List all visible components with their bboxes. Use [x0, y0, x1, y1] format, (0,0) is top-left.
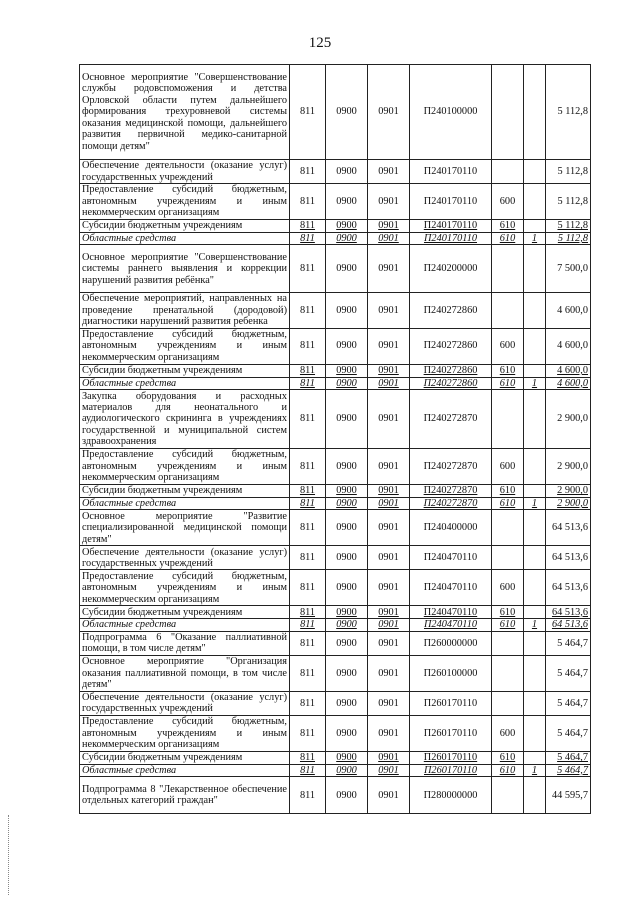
row-name: Обеспечение деятельности (оказание услуг) государственных учреждений — [80, 691, 290, 715]
target-article-code: П240400000 — [410, 510, 492, 546]
subsection-code: 0901 — [368, 245, 410, 293]
subsection-code: 0901 — [368, 751, 410, 764]
table-row — [80, 606, 591, 619]
table-row — [80, 510, 591, 546]
table-row — [80, 655, 591, 691]
funding-source-code — [524, 570, 546, 606]
row-name: Предоставление субсидий бюджетным, автономным учреждениям и иным некоммерческим организациям — [80, 184, 290, 220]
subsection-code: 0901 — [368, 390, 410, 449]
expense-type-code — [492, 160, 524, 184]
funding-source-code — [524, 220, 546, 233]
funding-source-code: 1 — [524, 764, 546, 776]
table-row — [80, 390, 591, 449]
amount: 5 112,8 — [546, 233, 591, 245]
amount: 7 500,0 — [546, 245, 591, 293]
section-code: 0900 — [326, 510, 368, 546]
subsection-code: 0901 — [368, 65, 410, 160]
table-row — [80, 377, 591, 389]
section-code: 0900 — [326, 160, 368, 184]
target-article-code: П260170110 — [410, 764, 492, 776]
table-row — [80, 160, 591, 184]
target-article-code: П240272860 — [410, 377, 492, 389]
table-row — [80, 751, 591, 764]
table-row — [80, 328, 591, 364]
amount: 64 513,6 — [546, 570, 591, 606]
funding-source-code — [524, 485, 546, 498]
ministry-code: 811 — [290, 245, 326, 293]
amount: 4 600,0 — [546, 328, 591, 364]
ministry-code: 811 — [290, 751, 326, 764]
subsection-code: 0901 — [368, 233, 410, 245]
funding-source-code — [524, 184, 546, 220]
table-row — [80, 619, 591, 631]
expense-type-code — [492, 631, 524, 655]
expense-type-code — [492, 293, 524, 328]
target-article-code: П240470110 — [410, 570, 492, 606]
table-row — [80, 233, 591, 245]
expense-type-code — [492, 546, 524, 570]
target-article-code: П240200000 — [410, 245, 492, 293]
row-name: Субсидии бюджетным учреждениям — [80, 606, 290, 619]
subsection-code: 0901 — [368, 220, 410, 233]
row-name: Обеспечение мероприятий, направленных на проведение пренатальной (дородовой) диагностики нарушений развития ребенка — [80, 293, 290, 328]
table-row — [80, 65, 591, 160]
subsection-code: 0901 — [368, 655, 410, 691]
target-article-code: П240272860 — [410, 364, 492, 377]
funding-source-code — [524, 777, 546, 814]
funding-source-code — [524, 606, 546, 619]
row-name: Субсидии бюджетным учреждениям — [80, 220, 290, 233]
table-row — [80, 364, 591, 377]
budget-table — [79, 64, 591, 814]
subsection-code: 0901 — [368, 449, 410, 485]
section-code: 0900 — [326, 546, 368, 570]
row-name: Субсидии бюджетным учреждениям — [80, 485, 290, 498]
ministry-code: 811 — [290, 715, 326, 751]
table-row — [80, 546, 591, 570]
funding-source-code — [524, 390, 546, 449]
table-row — [80, 715, 591, 751]
target-article-code: П260170110 — [410, 715, 492, 751]
expense-type-code: 610 — [492, 764, 524, 776]
target-article-code: П240170110 — [410, 233, 492, 245]
amount: 64 513,6 — [546, 606, 591, 619]
expense-type-code — [492, 510, 524, 546]
section-code: 0900 — [326, 245, 368, 293]
row-name: Предоставление субсидий бюджетным, автономным учреждениям и иным некоммерческим организациям — [80, 328, 290, 364]
ministry-code: 811 — [290, 691, 326, 715]
funding-source-code — [524, 510, 546, 546]
table-row — [80, 184, 591, 220]
funding-source-code — [524, 160, 546, 184]
table-row — [80, 570, 591, 606]
expense-type-code — [492, 691, 524, 715]
expense-type-code — [492, 245, 524, 293]
ministry-code: 811 — [290, 570, 326, 606]
expense-type-code: 610 — [492, 619, 524, 631]
ministry-code: 811 — [290, 65, 326, 160]
section-code: 0900 — [326, 220, 368, 233]
amount: 44 595,7 — [546, 777, 591, 814]
row-name: Предоставление субсидий бюджетным, автономным учреждениям и иным некоммерческим организациям — [80, 570, 290, 606]
target-article-code: П240272870 — [410, 485, 492, 498]
subsection-code: 0901 — [368, 328, 410, 364]
section-code: 0900 — [326, 233, 368, 245]
funding-source-code — [524, 751, 546, 764]
row-name: Подпрограмма 6 "Оказание паллиативной помощи, в том числе детям" — [80, 631, 290, 655]
ministry-code: 811 — [290, 655, 326, 691]
row-name: Закупка оборудования и расходных материалов для неонатального и аудиологического скрининга в учреждениях государственной и муниципальной систем здравоохранения — [80, 390, 290, 449]
subsection-code: 0901 — [368, 546, 410, 570]
ministry-code: 811 — [290, 160, 326, 184]
target-article-code: П240272870 — [410, 390, 492, 449]
row-name: Областные средства — [80, 498, 290, 510]
row-name: Подпрограмма 8 "Лекарственное обеспечение отдельных категорий граждан" — [80, 777, 290, 814]
ministry-code: 811 — [290, 485, 326, 498]
funding-source-code — [524, 631, 546, 655]
row-name: Областные средства — [80, 764, 290, 776]
ministry-code: 811 — [290, 631, 326, 655]
amount: 5 464,7 — [546, 655, 591, 691]
subsection-code: 0901 — [368, 606, 410, 619]
funding-source-code — [524, 715, 546, 751]
target-article-code: П260000000 — [410, 631, 492, 655]
target-article-code: П240272870 — [410, 449, 492, 485]
section-code: 0900 — [326, 498, 368, 510]
subsection-code: 0901 — [368, 631, 410, 655]
expense-type-code: 600 — [492, 328, 524, 364]
expense-type-code: 610 — [492, 233, 524, 245]
expense-type-code: 610 — [492, 498, 524, 510]
table-row — [80, 449, 591, 485]
section-code: 0900 — [326, 328, 368, 364]
target-article-code: П240470110 — [410, 606, 492, 619]
ministry-code: 811 — [290, 764, 326, 776]
expense-type-code — [492, 390, 524, 449]
section-code: 0900 — [326, 606, 368, 619]
amount: 5 464,7 — [546, 715, 591, 751]
table-row — [80, 764, 591, 776]
section-code: 0900 — [326, 619, 368, 631]
section-code: 0900 — [326, 764, 368, 776]
amount: 64 513,6 — [546, 510, 591, 546]
section-code: 0900 — [326, 184, 368, 220]
expense-type-code: 610 — [492, 606, 524, 619]
ministry-code: 811 — [290, 364, 326, 377]
subsection-code: 0901 — [368, 619, 410, 631]
amount: 5 112,8 — [546, 220, 591, 233]
row-name: Субсидии бюджетным учреждениям — [80, 364, 290, 377]
funding-source-code — [524, 546, 546, 570]
table-row — [80, 220, 591, 233]
row-name: Основное мероприятие "Совершенствование системы раннего выявления и коррекции нарушений развития ребёнка" — [80, 245, 290, 293]
funding-source-code: 1 — [524, 233, 546, 245]
amount: 4 600,0 — [546, 293, 591, 328]
expense-type-code — [492, 65, 524, 160]
ministry-code: 811 — [290, 233, 326, 245]
section-code: 0900 — [326, 364, 368, 377]
target-article-code: П240272860 — [410, 293, 492, 328]
page-number: 125 — [308, 35, 332, 51]
target-article-code: П240470110 — [410, 546, 492, 570]
amount: 2 900,0 — [546, 485, 591, 498]
row-name: Областные средства — [80, 619, 290, 631]
amount: 2 900,0 — [546, 449, 591, 485]
ministry-code: 811 — [290, 777, 326, 814]
funding-source-code — [524, 449, 546, 485]
funding-source-code — [524, 655, 546, 691]
funding-source-code: 1 — [524, 619, 546, 631]
subsection-code: 0901 — [368, 510, 410, 546]
expense-type-code: 600 — [492, 570, 524, 606]
row-name: Основное мероприятие "Совершенствование службы родовспоможения и детства Орловской области путем дальнейшего формирования трехуровневой системы оказания медицинской помощи, дальнейшего развития первичной медико-санитарной помощи детям" — [80, 65, 290, 160]
section-code: 0900 — [326, 631, 368, 655]
target-article-code: П240272870 — [410, 498, 492, 510]
amount: 5 112,8 — [546, 184, 591, 220]
expense-type-code: 610 — [492, 751, 524, 764]
expense-type-code: 600 — [492, 184, 524, 220]
subsection-code: 0901 — [368, 570, 410, 606]
target-article-code: П260170110 — [410, 691, 492, 715]
row-name: Обеспечение деятельности (оказание услуг) государственных учреждений — [80, 546, 290, 570]
amount: 2 900,0 — [546, 390, 591, 449]
ministry-code: 811 — [290, 220, 326, 233]
amount: 5 464,7 — [546, 751, 591, 764]
subsection-code: 0901 — [368, 764, 410, 776]
table-row — [80, 498, 591, 510]
target-article-code: П240170110 — [410, 160, 492, 184]
subsection-code: 0901 — [368, 691, 410, 715]
ministry-code: 811 — [290, 184, 326, 220]
funding-source-code — [524, 364, 546, 377]
amount: 5 464,7 — [546, 631, 591, 655]
row-name: Предоставление субсидий бюджетным, автономным учреждениям и иным некоммерческим организациям — [80, 449, 290, 485]
funding-source-code: 1 — [524, 377, 546, 389]
amount: 5 112,8 — [546, 65, 591, 160]
subsection-code: 0901 — [368, 715, 410, 751]
row-name: Областные средства — [80, 377, 290, 389]
subsection-code: 0901 — [368, 498, 410, 510]
target-article-code: П240170110 — [410, 220, 492, 233]
section-code: 0900 — [326, 715, 368, 751]
subsection-code: 0901 — [368, 184, 410, 220]
section-code: 0900 — [326, 570, 368, 606]
ministry-code: 811 — [290, 390, 326, 449]
ministry-code: 811 — [290, 546, 326, 570]
ministry-code: 811 — [290, 377, 326, 389]
expense-type-code — [492, 777, 524, 814]
funding-source-code — [524, 328, 546, 364]
expense-type-code: 610 — [492, 364, 524, 377]
expense-type-code: 610 — [492, 220, 524, 233]
scan-margin-mark — [8, 815, 10, 895]
section-code: 0900 — [326, 65, 368, 160]
target-article-code: П240470110 — [410, 619, 492, 631]
target-article-code: П260100000 — [410, 655, 492, 691]
section-code: 0900 — [326, 485, 368, 498]
table-row — [80, 691, 591, 715]
target-article-code: П260170110 — [410, 751, 492, 764]
target-article-code: П280000000 — [410, 777, 492, 814]
amount: 64 513,6 — [546, 546, 591, 570]
ministry-code: 811 — [290, 606, 326, 619]
funding-source-code — [524, 691, 546, 715]
section-code: 0900 — [326, 691, 368, 715]
table-row — [80, 631, 591, 655]
ministry-code: 811 — [290, 498, 326, 510]
subsection-code: 0901 — [368, 364, 410, 377]
row-name: Основное мероприятие "Организация оказания паллиативной помощи, в том числе детям" — [80, 655, 290, 691]
section-code: 0900 — [326, 777, 368, 814]
amount: 5 112,8 — [546, 160, 591, 184]
ministry-code: 811 — [290, 449, 326, 485]
funding-source-code: 1 — [524, 498, 546, 510]
funding-source-code — [524, 293, 546, 328]
subsection-code: 0901 — [368, 160, 410, 184]
ministry-code: 811 — [290, 510, 326, 546]
table-row — [80, 777, 591, 814]
amount: 64 513,6 — [546, 619, 591, 631]
section-code: 0900 — [326, 293, 368, 328]
subsection-code: 0901 — [368, 377, 410, 389]
funding-source-code — [524, 65, 546, 160]
row-name: Субсидии бюджетным учреждениям — [80, 751, 290, 764]
amount: 5 464,7 — [546, 691, 591, 715]
section-code: 0900 — [326, 655, 368, 691]
target-article-code: П240272860 — [410, 328, 492, 364]
section-code: 0900 — [326, 377, 368, 389]
amount: 4 600,0 — [546, 364, 591, 377]
amount: 5 464,7 — [546, 764, 591, 776]
amount: 2 900,0 — [546, 498, 591, 510]
section-code: 0900 — [326, 449, 368, 485]
row-name: Основное мероприятие "Развитие специализированной медицинской помощи детям" — [80, 510, 290, 546]
row-name: Областные средства — [80, 233, 290, 245]
table-row — [80, 245, 591, 293]
expense-type-code: 610 — [492, 377, 524, 389]
funding-source-code — [524, 245, 546, 293]
expense-type-code: 600 — [492, 449, 524, 485]
section-code: 0900 — [326, 751, 368, 764]
table-row — [80, 485, 591, 498]
subsection-code: 0901 — [368, 777, 410, 814]
ministry-code: 811 — [290, 328, 326, 364]
ministry-code: 811 — [290, 619, 326, 631]
target-article-code: П240170110 — [410, 184, 492, 220]
row-name: Обеспечение деятельности (оказание услуг) государственных учреждений — [80, 160, 290, 184]
expense-type-code — [492, 655, 524, 691]
subsection-code: 0901 — [368, 293, 410, 328]
expense-type-code: 600 — [492, 715, 524, 751]
table-row — [80, 293, 591, 328]
subsection-code: 0901 — [368, 485, 410, 498]
ministry-code: 811 — [290, 293, 326, 328]
amount: 4 600,0 — [546, 377, 591, 389]
section-code: 0900 — [326, 390, 368, 449]
expense-type-code: 610 — [492, 485, 524, 498]
target-article-code: П240100000 — [410, 65, 492, 160]
row-name: Предоставление субсидий бюджетным, автономным учреждениям и иным некоммерческим организациям — [80, 715, 290, 751]
